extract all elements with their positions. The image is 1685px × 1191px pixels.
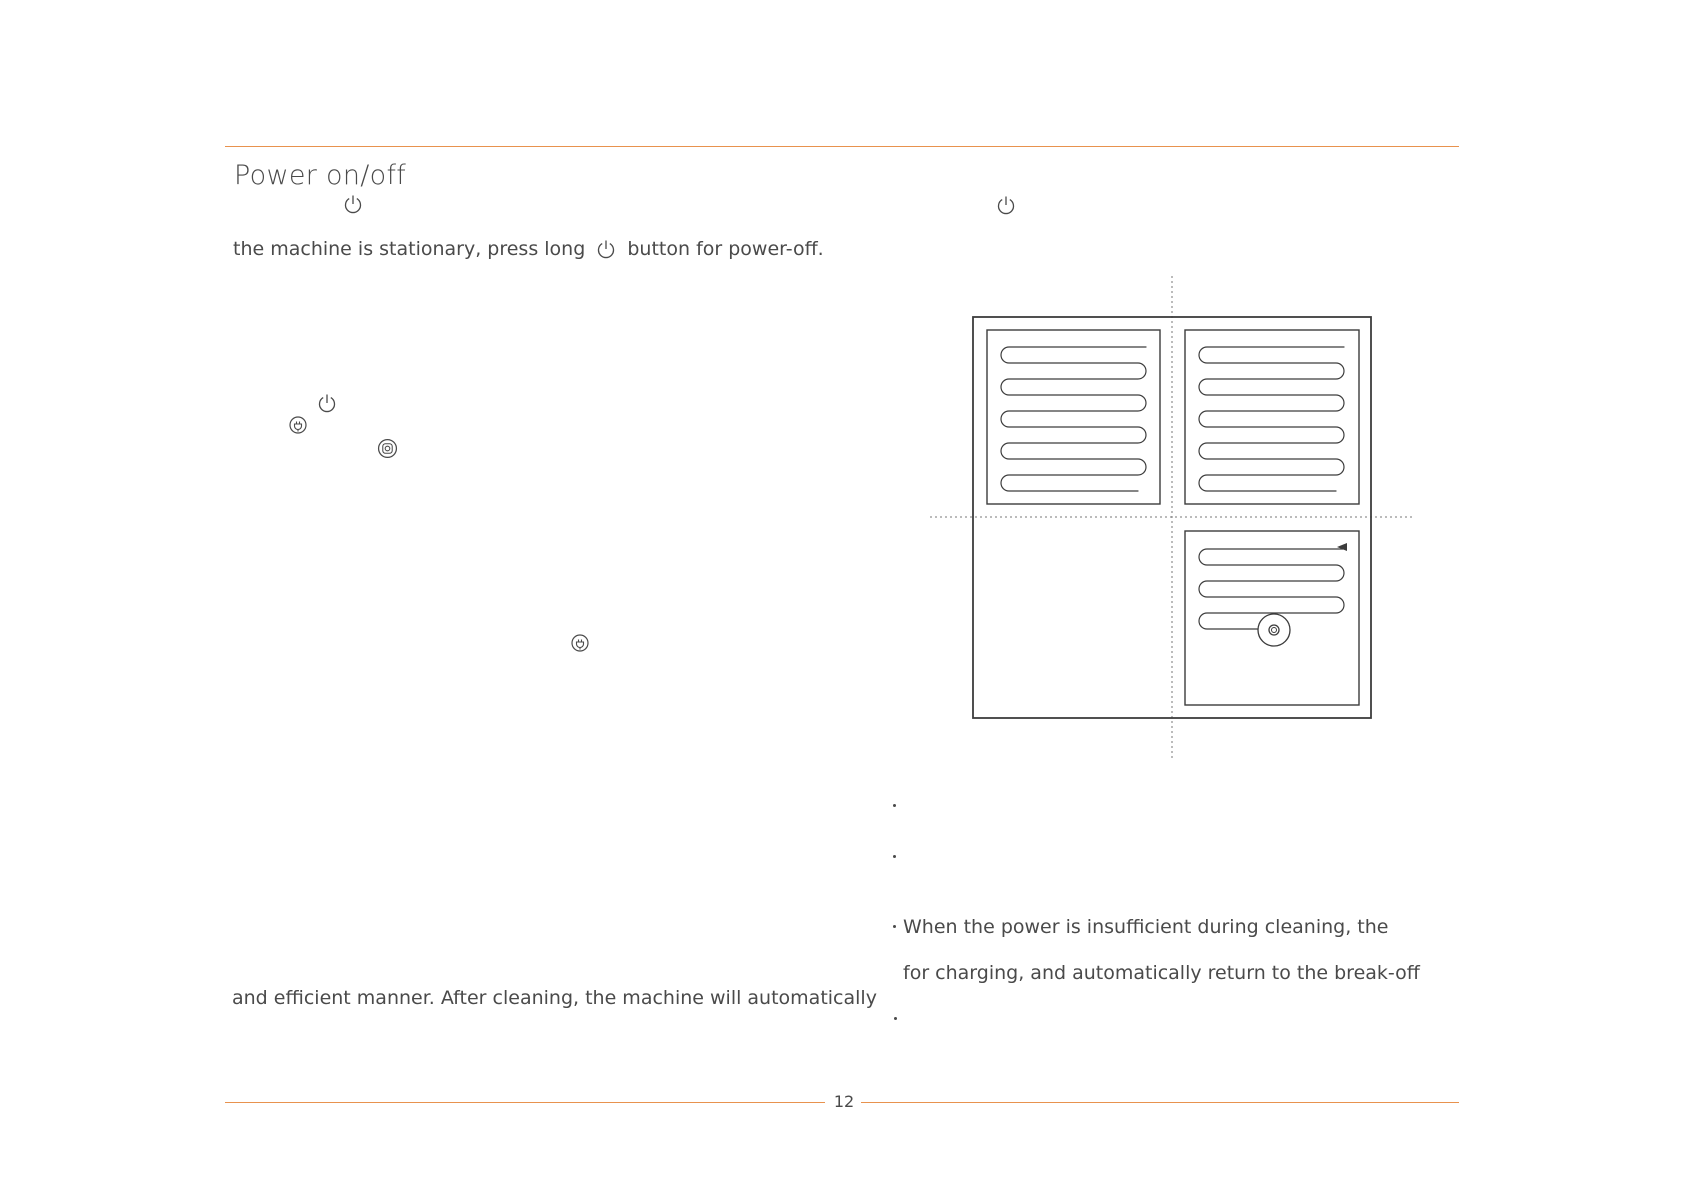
dock-icon xyxy=(288,415,308,435)
recharge-note: for charging, and automatically return to the break-off xyxy=(903,962,1420,984)
power-off-text-tail: button for power-off. xyxy=(627,238,824,260)
bullet-marker xyxy=(893,855,896,858)
zone-top-left xyxy=(987,330,1160,504)
bullet-marker xyxy=(894,1017,897,1020)
power-icon xyxy=(996,195,1016,215)
power-icon xyxy=(317,393,337,413)
zone-top-right xyxy=(1185,330,1359,504)
power-off-instruction xyxy=(233,237,824,261)
power-icon xyxy=(596,239,616,259)
dock-icon xyxy=(570,633,590,653)
path-arrowhead xyxy=(1337,543,1347,551)
robot-icon xyxy=(1258,614,1290,646)
cleaning-description: and efficient manner. After cleaning, the machine will automatically xyxy=(232,987,877,1009)
bullet-marker xyxy=(893,925,896,928)
spot-clean-icon xyxy=(377,438,398,459)
footer-rule-left xyxy=(225,1102,825,1103)
bullet-marker xyxy=(893,804,896,807)
header-rule xyxy=(225,146,1459,147)
cleaning-path-top-left xyxy=(1001,347,1146,491)
page-number: 12 xyxy=(833,1092,855,1111)
power-icon xyxy=(343,194,363,214)
page-title: Power on/off xyxy=(234,160,407,191)
cleaning-path-top-right xyxy=(1199,347,1344,491)
low-power-note: When the power is insufficient during cleaning, the xyxy=(903,916,1389,938)
zone-cleaning-diagram xyxy=(925,272,1425,762)
footer-rule-right xyxy=(861,1102,1459,1103)
power-off-text: the machine is stationary, press long xyxy=(233,238,586,260)
